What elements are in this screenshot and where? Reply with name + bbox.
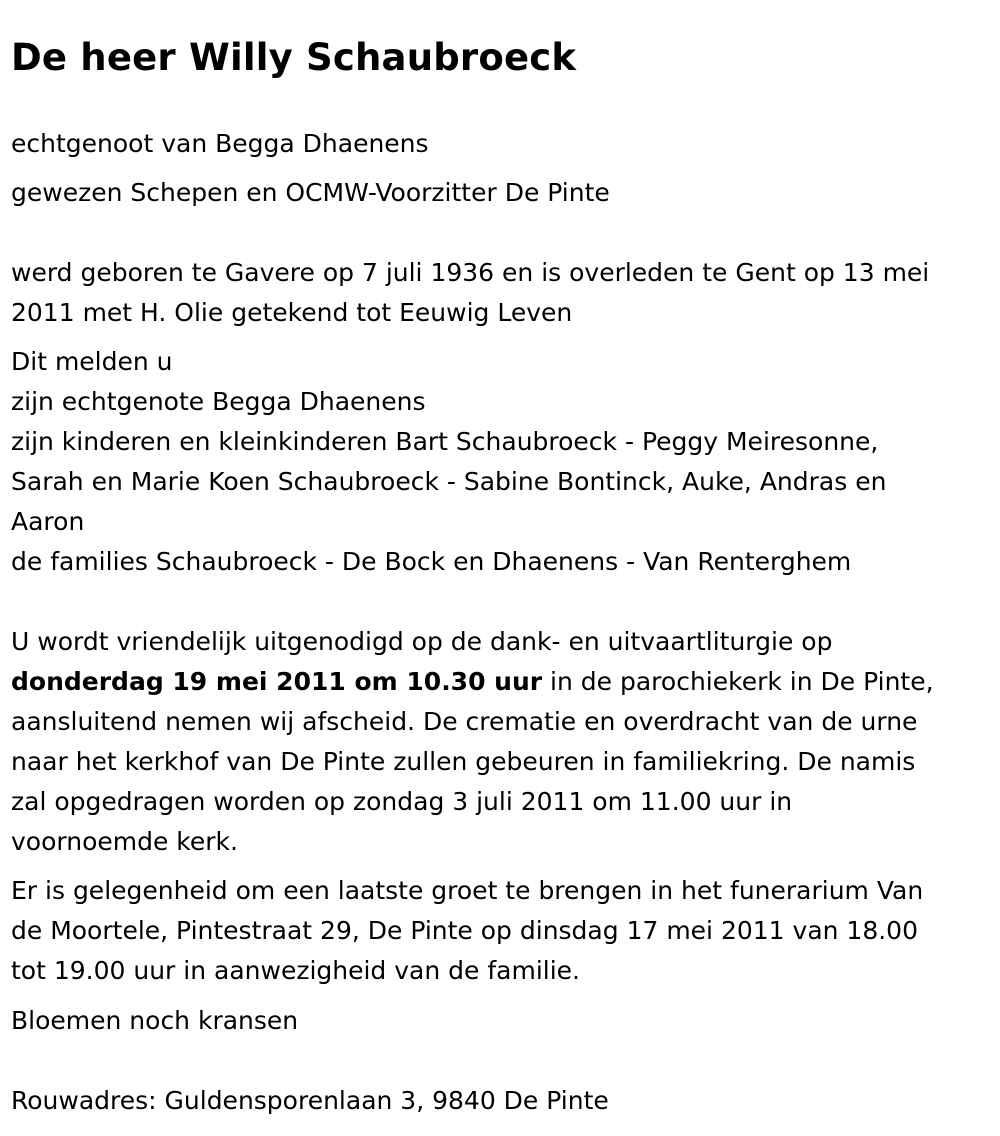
announcer-children-line-2: Sarah en Marie Koen Schaubroeck - Sabine Bontinck, Auke, Andras en (11, 467, 887, 496)
announcer-families: de families Schaubroeck - De Bock en Dhaenens - Van Renterghem (11, 547, 852, 576)
birth-death-line-2: 2011 met H. Olie getekend tot Eeuwig Leven (11, 298, 573, 327)
announcer-children-line-1: zijn kinderen en kleinkinderen Bart Schaubroeck - Peggy Meiresonne, (11, 427, 879, 456)
funeral-location: in de parochiekerk in De Pinte, (542, 667, 934, 696)
visitation-line-3: tot 19.00 uur in aanwezigheid van de familie. (11, 956, 580, 985)
funeral-invitation-line-2 (11, 662, 934, 702)
spouse-line: echtgenoot van Begga Dhaenens (11, 129, 429, 158)
mourning-address: Rouwadres: Guldensporenlaan 3, 9840 De Pinte (11, 1086, 609, 1115)
visitation-line-2: de Moortele, Pintestraat 29, De Pinte op dinsdag 17 mei 2011 van 18.00 (11, 916, 918, 945)
funeral-invitation-line-3: aansluitend nemen wij afscheid. De crematie en overdracht van de urne (11, 707, 918, 736)
flowers-note: Bloemen noch kransen (11, 1006, 299, 1035)
funeral-invitation-line-6: voornoemde kerk. (11, 827, 238, 856)
funeral-invitation-line-4: naar het kerkhof van De Pinte zullen gebeuren in familiekring. De namis (11, 747, 916, 776)
former-office-line: gewezen Schepen en OCMW-Voorzitter De Pinte (11, 178, 610, 207)
visitation-line-1: Er is gelegenheid om een laatste groet te brengen in het funerarium Van (11, 876, 924, 905)
announcer-children-line-3: Aaron (11, 507, 85, 536)
funeral-invitation-line-1: U wordt vriendelijk uitgenodigd op de dank- en uitvaartliturgie op (11, 627, 833, 656)
birth-death-line-1: werd geboren te Gavere op 7 juli 1936 en is overleden te Gent op 13 mei (11, 258, 930, 287)
deceased-name-title: De heer Willy Schaubroeck (11, 36, 577, 79)
announcer-spouse: zijn echtgenote Begga Dhaenens (11, 387, 426, 416)
funeral-invitation-line-5: zal opgedragen worden op zondag 3 juli 2011 om 11.00 uur in (11, 787, 793, 816)
funeral-date-time: donderdag 19 mei 2011 om 10.30 uur (11, 667, 543, 696)
announcers-intro: Dit melden u (11, 347, 173, 376)
